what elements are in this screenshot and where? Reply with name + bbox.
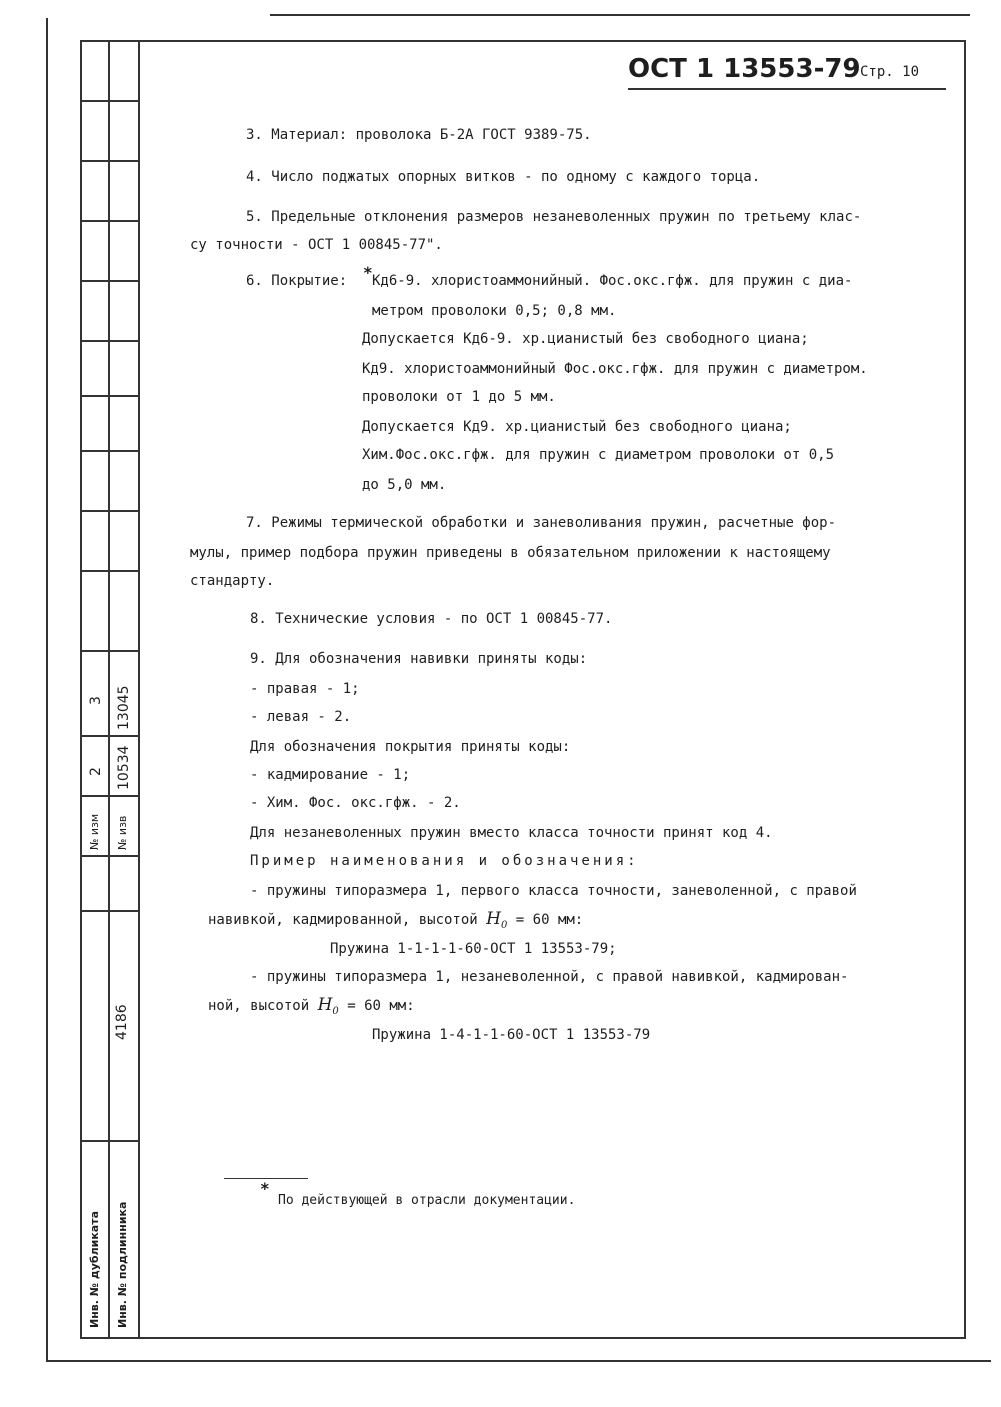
item-6-label: 6. Покрытие:	[246, 273, 348, 289]
item-9-line-4: Для обозначения покрытия приняты коды:	[250, 739, 571, 755]
item-9-line-1: 9. Для обозначения навивки приняты коды:	[250, 651, 588, 667]
inv-top	[80, 910, 138, 912]
header-underline	[628, 88, 946, 90]
example-2-line-2: ной, высотой $H_0 = 60$ мм:	[208, 995, 415, 1017]
frame-right	[964, 40, 966, 1338]
item-6-footnote-mark: *	[363, 263, 373, 282]
item-9-line-7: Для незаневоленных пружин вместо класса точности принят код 4.	[250, 825, 773, 841]
duplicate-inv-label: Инв. № дубликата	[88, 1210, 101, 1328]
sidebar-divider	[108, 40, 110, 1338]
frame-bottom	[80, 1337, 966, 1339]
item-7-line-2: мулы, пример подбора пружин приведены в обязательном приложении к настоящему	[190, 545, 831, 561]
example-1-line-1: - пружины типоразмера 1, первого класса точности, заневоленной, с правой	[250, 883, 857, 899]
item-6-line-4: Кд9. хлористоаммонийный Фос.окс.гфж. для пружин с диаметром.	[362, 361, 868, 377]
item-9-line-3: - левая - 2.	[250, 709, 352, 725]
item-6-line-7: Хим.Фос.окс.гфж. для пружин с диаметром проволоки от 0,5	[362, 447, 835, 463]
change-no-label: № изм	[88, 813, 101, 850]
footnote-text: По действующей в отрасли документации.	[278, 1193, 576, 1208]
original-inv-label: Инв. № подлинника	[116, 1201, 129, 1328]
content-left-border	[138, 40, 140, 1338]
change-no-2: 2	[88, 767, 104, 776]
item-7-line-3: стандарту.	[190, 573, 275, 589]
item-9-line-2: - правая - 1;	[250, 681, 360, 697]
item-9-line-6: - Хим. Фос. окс.гфж. - 2.	[250, 795, 461, 811]
notice-no-10534: 10534	[116, 745, 132, 790]
example-2-code: Пружина 1-4-1-1-60-ОСТ 1 13553-79	[372, 1027, 651, 1043]
example-heading: Пример наименования и обозначения:	[250, 853, 639, 869]
document-code: ОСТ 1 13553-79	[628, 54, 861, 84]
item-5-line-1: 5. Предельные отклонения размеров незаневоленных пружин по третьему клас-	[246, 209, 862, 225]
outer-frame-top	[270, 14, 970, 16]
item-6-line-8: до 5,0 мм.	[362, 477, 447, 493]
footnote-mark: *	[260, 1179, 270, 1198]
example-1-code: Пружина 1-1-1-1-60-ОСТ 1 13553-79;	[330, 941, 617, 957]
original-inv-value: 4186	[114, 1004, 130, 1040]
item-7-line-1: 7. Режимы термической обработки и заневоливания пружин, расчетные фор-	[246, 515, 837, 531]
change-no-3: 3	[88, 696, 104, 705]
page-number: Стр. 10	[860, 64, 920, 80]
item-6-line-5: проволоки от 1 до 5 мм.	[362, 389, 556, 405]
outer-frame-left	[46, 18, 48, 1360]
item-6-line-6: Допускается Кд9. хр.цианистый без свободного циана;	[362, 419, 792, 435]
item-8: 8. Технические условия - по ОСТ 1 00845-77.	[250, 611, 613, 627]
changes-top	[80, 650, 138, 652]
item-3: 3. Материал: проволока Б-2А ГОСТ 9389-75.	[246, 127, 592, 143]
item-6-line-1: Кд6-9. хлористоаммонийный. Фос.окс.гфж. для пружин с диа-	[372, 273, 853, 289]
outer-frame-bottom	[46, 1360, 991, 1362]
item-4: 4. Число поджатых опорных витков - по одному с каждого торца.	[246, 169, 761, 185]
example-1-line-2: навивкой, кадмированной, высотой $H_0 = 60$ мм:	[208, 909, 584, 931]
frame-left	[80, 40, 82, 1338]
item-9-line-5: - кадмирование - 1;	[250, 767, 411, 783]
notice-no-13045: 13045	[116, 685, 132, 730]
item-6-line-2: метром проволоки 0,5; 0,8 мм.	[372, 303, 617, 319]
frame-top	[80, 40, 966, 42]
item-6-line-3: Допускается Кд6-9. хр.цианистый без свободного циана;	[362, 331, 809, 347]
example-2-line-1: - пружины типоразмера 1, незаневоленной, с правой навивкой, кадмирован-	[250, 969, 849, 985]
notice-no-label: № изв	[116, 815, 129, 850]
item-5-line-2: су точности - ОСТ 1 00845-77".	[190, 237, 443, 253]
